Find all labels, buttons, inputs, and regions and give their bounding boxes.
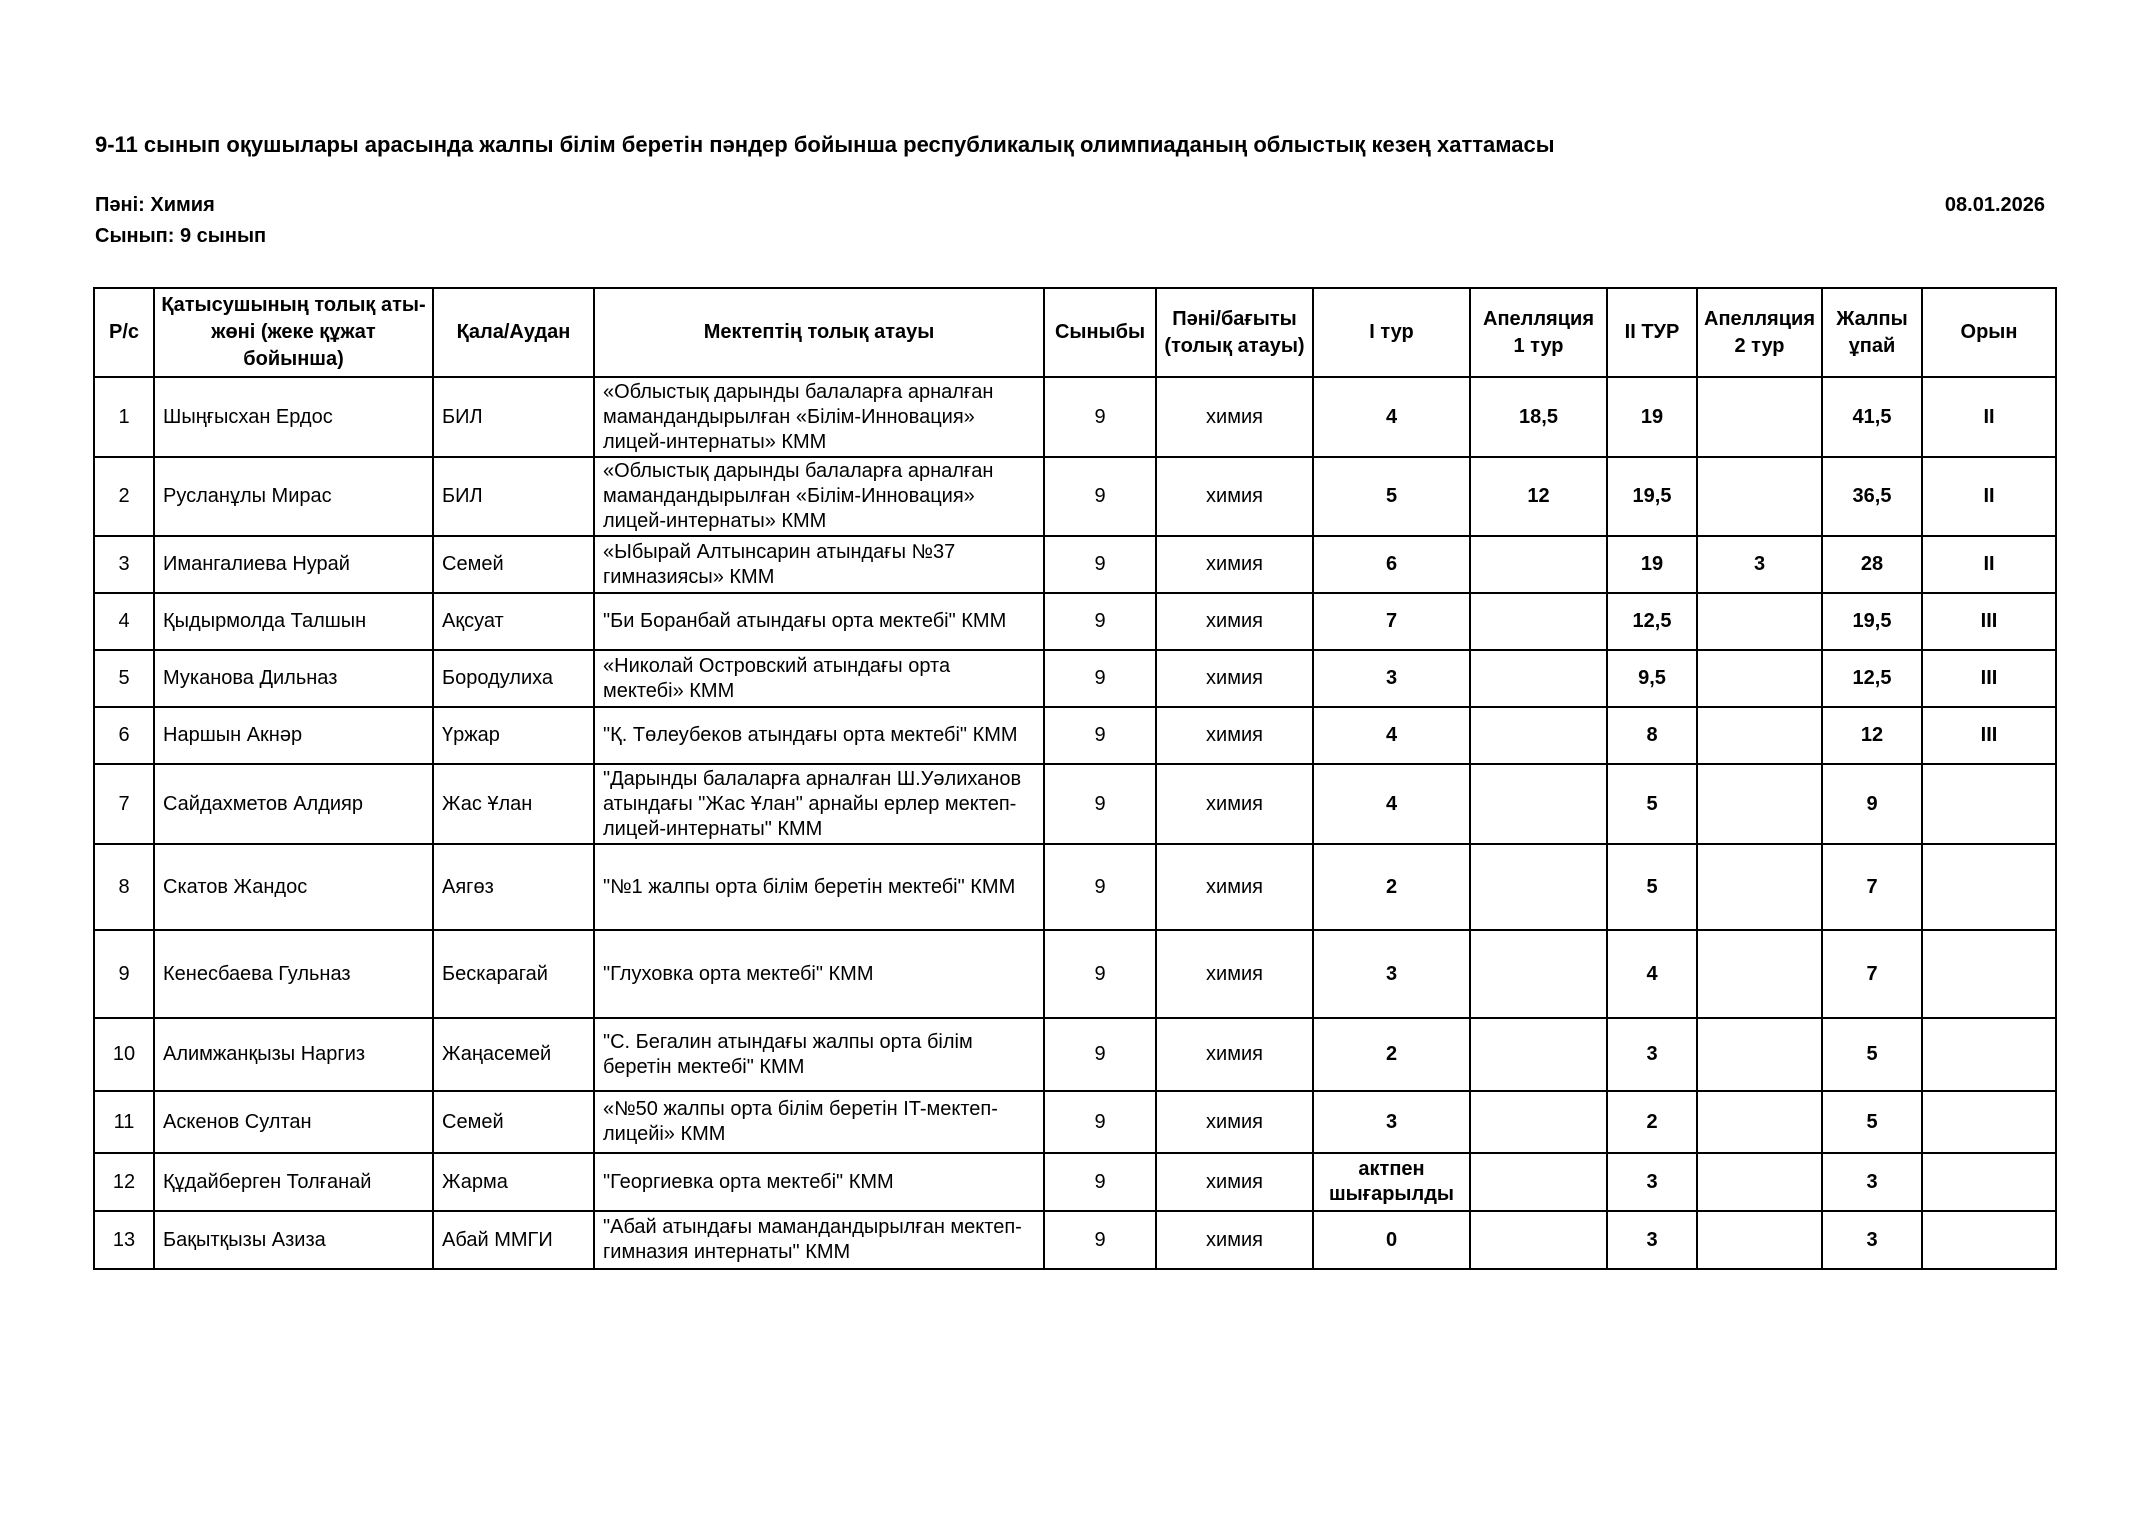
cell-school: "Дарынды балаларға арналған Ш.Уәлиханов атындағы "Жас Ұлан" арнайы ерлер мектеп-лицей-интернаты" КММ: [594, 764, 1044, 844]
cell-place: III: [1922, 707, 2056, 764]
cell-ap1: [1470, 1018, 1607, 1091]
class-line: Сынып: 9 сынып: [95, 225, 267, 247]
cell-ap1: [1470, 764, 1607, 844]
cell-tour1: 2: [1313, 1018, 1470, 1091]
cell-total: 3: [1822, 1211, 1922, 1269]
cell-tour1: 6: [1313, 536, 1470, 593]
cell-ap2: [1697, 377, 1822, 457]
table-row: [94, 764, 2056, 844]
cell-grade: 9: [1044, 1153, 1156, 1211]
cell-total: 5: [1822, 1018, 1922, 1091]
cell-place: [1922, 930, 2056, 1018]
cell-name: Наршын Акнәр: [154, 707, 433, 764]
cell-ap1: [1470, 707, 1607, 764]
cell-ap1: [1470, 650, 1607, 707]
cell-no: 13: [94, 1211, 154, 1269]
cell-ap2: [1697, 1091, 1822, 1153]
cell-ap1: [1470, 1211, 1607, 1269]
cell-name: Бақытқызы Азиза: [154, 1211, 433, 1269]
cell-no: 3: [94, 536, 154, 593]
cell-school: "Глуховка орта мектебі" КММ: [594, 930, 1044, 1018]
cell-place: [1922, 764, 2056, 844]
cell-school: "Қ. Төлеубеков атындағы орта мектебі" КММ: [594, 707, 1044, 764]
cell-tour2: 9,5: [1607, 650, 1697, 707]
cell-ap2: [1697, 1211, 1822, 1269]
header-participant-name: Қатысушының толық аты-жөні (жеке құжат бойынша): [154, 288, 433, 377]
header-grade: Сыныбы: [1044, 288, 1156, 377]
cell-total: 28: [1822, 536, 1922, 593]
cell-ap2: [1697, 1018, 1822, 1091]
date-label: 08.01.2026: [1944, 194, 2045, 216]
cell-grade: 9: [1044, 707, 1156, 764]
header-tour2: II ТУР: [1607, 288, 1697, 377]
cell-grade: 9: [1044, 650, 1156, 707]
cell-subject: химия: [1156, 707, 1313, 764]
cell-city: Жарма: [433, 1153, 594, 1211]
table-row: [94, 930, 2056, 1018]
cell-city: Семей: [433, 536, 594, 593]
subject-line: Пәні: Химия: [95, 194, 215, 216]
cell-no: 2: [94, 457, 154, 536]
cell-city: Үржар: [433, 707, 594, 764]
cell-city: Бескарагай: [433, 930, 594, 1018]
cell-tour1: 4: [1313, 377, 1470, 457]
cell-ap2: [1697, 650, 1822, 707]
cell-tour2: 19,5: [1607, 457, 1697, 536]
cell-place: [1922, 1091, 2056, 1153]
cell-school: "Георгиевка орта мектебі" КММ: [594, 1153, 1044, 1211]
cell-no: 9: [94, 930, 154, 1018]
cell-name: Құдайберген Толғанай: [154, 1153, 433, 1211]
table-header-row: [94, 288, 2056, 377]
cell-tour1: 4: [1313, 764, 1470, 844]
cell-ap2: [1697, 593, 1822, 650]
cell-name: Русланұлы Мирас: [154, 457, 433, 536]
header-subject: Пәні/бағыты (толық атауы): [1156, 288, 1313, 377]
cell-school: "С. Бегалин атындағы жалпы орта білім беретін мектебі" КММ: [594, 1018, 1044, 1091]
cell-subject: химия: [1156, 930, 1313, 1018]
cell-grade: 9: [1044, 930, 1156, 1018]
cell-ap2: 3: [1697, 536, 1822, 593]
cell-ap1: [1470, 1153, 1607, 1211]
cell-ap1: [1470, 536, 1607, 593]
cell-ap2: [1697, 844, 1822, 930]
cell-tour1: 4: [1313, 707, 1470, 764]
cell-tour2: 19: [1607, 377, 1697, 457]
cell-tour2: 3: [1607, 1211, 1697, 1269]
cell-total: 7: [1822, 844, 1922, 930]
results-table: [93, 287, 2057, 1270]
cell-subject: химия: [1156, 844, 1313, 930]
header-total-points: Жалпы ұпай: [1822, 288, 1922, 377]
cell-subject: химия: [1156, 1018, 1313, 1091]
header-appeal1: Апелляция 1 тур: [1470, 288, 1607, 377]
cell-grade: 9: [1044, 1091, 1156, 1153]
cell-no: 11: [94, 1091, 154, 1153]
table-row: [94, 457, 2056, 536]
cell-grade: 9: [1044, 764, 1156, 844]
cell-city: Бородулиха: [433, 650, 594, 707]
cell-place: [1922, 844, 2056, 930]
cell-grade: 9: [1044, 1018, 1156, 1091]
cell-no: 12: [94, 1153, 154, 1211]
cell-name: Кенесбаева Гульназ: [154, 930, 433, 1018]
cell-no: 6: [94, 707, 154, 764]
cell-tour2: 4: [1607, 930, 1697, 1018]
cell-total: 9: [1822, 764, 1922, 844]
cell-subject: химия: [1156, 377, 1313, 457]
table-row: [94, 1091, 2056, 1153]
cell-school: "№1 жалпы орта білім беретін мектебі" КММ: [594, 844, 1044, 930]
cell-tour2: 8: [1607, 707, 1697, 764]
header-appeal2: Апелляция 2 тур: [1697, 288, 1822, 377]
cell-tour2: 3: [1607, 1018, 1697, 1091]
cell-total: 3: [1822, 1153, 1922, 1211]
cell-total: 12,5: [1822, 650, 1922, 707]
cell-ap1: [1470, 844, 1607, 930]
cell-name: Алимжанқызы Наргиз: [154, 1018, 433, 1091]
cell-tour1: 3: [1313, 930, 1470, 1018]
cell-ap1: [1470, 1091, 1607, 1153]
cell-total: 12: [1822, 707, 1922, 764]
cell-ap2: [1697, 457, 1822, 536]
cell-place: II: [1922, 457, 2056, 536]
cell-subject: химия: [1156, 650, 1313, 707]
cell-tour1: 0: [1313, 1211, 1470, 1269]
cell-place: [1922, 1211, 2056, 1269]
cell-no: 5: [94, 650, 154, 707]
cell-name: Қыдырмолда Талшын: [154, 593, 433, 650]
cell-school: «Николай Островский атындағы орта мектебі» КММ: [594, 650, 1044, 707]
cell-name: Шыңғысхан Ердос: [154, 377, 433, 457]
cell-place: II: [1922, 536, 2056, 593]
cell-no: 7: [94, 764, 154, 844]
cell-no: 10: [94, 1018, 154, 1091]
cell-school: «№50 жалпы орта білім беретін IT-мектеп-лицейі» КММ: [594, 1091, 1044, 1153]
cell-place: [1922, 1018, 2056, 1091]
cell-grade: 9: [1044, 457, 1156, 536]
cell-city: Жас Ұлан: [433, 764, 594, 844]
table-row: [94, 1211, 2056, 1269]
cell-ap2: [1697, 1153, 1822, 1211]
table-row: [94, 536, 2056, 593]
cell-tour1: актпен шығарылды: [1313, 1153, 1470, 1211]
cell-name: Аскенов Султан: [154, 1091, 433, 1153]
cell-total: 41,5: [1822, 377, 1922, 457]
cell-grade: 9: [1044, 844, 1156, 930]
cell-grade: 9: [1044, 1211, 1156, 1269]
cell-tour1: 2: [1313, 844, 1470, 930]
header-school-name: Мектептің толық атауы: [594, 288, 1044, 377]
cell-tour2: 2: [1607, 1091, 1697, 1153]
cell-subject: химия: [1156, 1091, 1313, 1153]
cell-ap1: 12: [1470, 457, 1607, 536]
cell-school: "Абай атындағы мамандандырылған мектеп-гимназия интернаты" КММ: [594, 1211, 1044, 1269]
cell-ap1: 18,5: [1470, 377, 1607, 457]
cell-no: 1: [94, 377, 154, 457]
cell-grade: 9: [1044, 593, 1156, 650]
cell-total: 36,5: [1822, 457, 1922, 536]
cell-name: Муканова Дильназ: [154, 650, 433, 707]
cell-ap1: [1470, 593, 1607, 650]
cell-tour2: 5: [1607, 764, 1697, 844]
cell-subject: химия: [1156, 593, 1313, 650]
cell-city: Ақсуат: [433, 593, 594, 650]
table-row: [94, 650, 2056, 707]
cell-city: БИЛ: [433, 457, 594, 536]
cell-ap2: [1697, 930, 1822, 1018]
cell-place: III: [1922, 593, 2056, 650]
cell-grade: 9: [1044, 536, 1156, 593]
cell-subject: химия: [1156, 1211, 1313, 1269]
header-place: Орын: [1922, 288, 2056, 377]
cell-no: 8: [94, 844, 154, 930]
cell-tour1: 3: [1313, 1091, 1470, 1153]
header-tour1: I тур: [1313, 288, 1470, 377]
table-row: [94, 377, 2056, 457]
results-table-body: [94, 377, 2056, 1269]
cell-subject: химия: [1156, 536, 1313, 593]
cell-no: 4: [94, 593, 154, 650]
cell-place: [1922, 1153, 2056, 1211]
cell-total: 5: [1822, 1091, 1922, 1153]
cell-city: Абай ММГИ: [433, 1211, 594, 1269]
cell-subject: химия: [1156, 764, 1313, 844]
cell-total: 19,5: [1822, 593, 1922, 650]
cell-city: БИЛ: [433, 377, 594, 457]
cell-city: Аягөз: [433, 844, 594, 930]
cell-ap2: [1697, 707, 1822, 764]
cell-tour2: 19: [1607, 536, 1697, 593]
cell-tour1: 7: [1313, 593, 1470, 650]
cell-tour1: 3: [1313, 650, 1470, 707]
cell-city: Семей: [433, 1091, 594, 1153]
cell-name: Имангалиева Нурай: [154, 536, 433, 593]
cell-city: Жаңасемей: [433, 1018, 594, 1091]
cell-subject: химия: [1156, 457, 1313, 536]
cell-tour2: 5: [1607, 844, 1697, 930]
header-row-number: Р/с: [94, 288, 154, 377]
cell-place: II: [1922, 377, 2056, 457]
cell-tour1: 5: [1313, 457, 1470, 536]
cell-grade: 9: [1044, 377, 1156, 457]
cell-name: Скатов Жандос: [154, 844, 433, 930]
cell-tour2: 12,5: [1607, 593, 1697, 650]
cell-tour2: 3: [1607, 1153, 1697, 1211]
table-row: [94, 1018, 2056, 1091]
cell-school: «Ыбырай Алтынсарин атындағы №37 гимназиясы» КММ: [594, 536, 1044, 593]
cell-school: "Би Боранбай атындағы орта мектебі" КММ: [594, 593, 1044, 650]
cell-total: 7: [1822, 930, 1922, 1018]
cell-ap2: [1697, 764, 1822, 844]
header-city-district: Қала/Аудан: [433, 288, 594, 377]
cell-school: «Облыстық дарынды балаларға арналған мамандандырылған «Білім-Инновация» лицей-интернаты» КММ: [594, 377, 1044, 457]
cell-place: III: [1922, 650, 2056, 707]
table-row: [94, 593, 2056, 650]
table-row: [94, 844, 2056, 930]
table-row: [94, 707, 2056, 764]
table-row: [94, 1153, 2056, 1211]
page-title: 9-11 сынып оқушылары арасында жалпы білім беретін пәндер бойынша республикалық олимпиаданың облыстық кезең хаттамасы: [95, 132, 1555, 157]
cell-school: «Облыстық дарынды балаларға арналған мамандандырылған «Білім-Инновация» лицей-интернаты» КММ: [594, 457, 1044, 536]
cell-name: Сайдахметов Алдияр: [154, 764, 433, 844]
cell-subject: химия: [1156, 1153, 1313, 1211]
cell-ap1: [1470, 930, 1607, 1018]
